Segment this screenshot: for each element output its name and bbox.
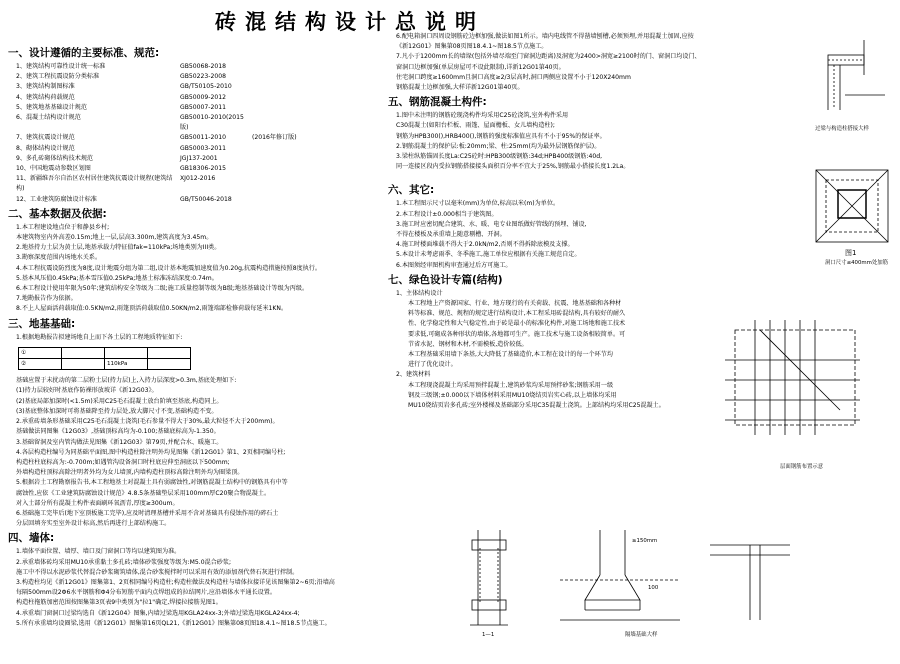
text-line: 2.本工程设计±0.000相当于建筑图。 xyxy=(396,210,498,218)
text-line: 性、化学稳定性和大气稳定性,由于砖是最小的标准化构件,对施工场地和施工技术 xyxy=(408,320,626,328)
text-line: 6.配电箱洞口四周设钢筋砼边框加强,做法如图1所示。墙内电线管不得凿墙刨槽,必须预埋,并用混凝土加固,应按 xyxy=(396,33,694,40)
text-line: 8.不上人屋面活荷载取值:0.5KN/m2,雨篷顶活荷载取值0.50KN/m2,雨篷端部检修荷载每延米1KN。 xyxy=(16,305,288,313)
text-line: 4.承重墙门窗洞口过梁均选自《新12G04》图集,内墙过梁选用KGLA24xx-3;外墙过梁选用KGLA24xx-4; xyxy=(16,609,300,617)
standards-list xyxy=(8,62,388,205)
standard-name: 9、多孔砖砌体结构技术规范 xyxy=(16,154,94,162)
caption-lintel: 过梁与构造柱搭接大样 xyxy=(815,126,869,132)
standard-year: (2016年修订版) xyxy=(252,134,297,142)
text-line: 1.本工程图示尺寸以毫米(mm)为单位,标高以米(m)为单位。 xyxy=(396,200,560,208)
text-line: 6.本工程设计使用年限为50年;建筑结构安全等级为二级;施工质量控制等级为B级;地基基础设计等级为丙级。 xyxy=(16,285,309,293)
standard-name: 4、建筑结构荷载规范 xyxy=(16,93,75,101)
caption-section-1-1: 1—1 xyxy=(482,632,495,638)
section7-sub1: 1、主体结构设计 xyxy=(396,289,443,297)
standard-name: 6、混凝土结构设计规范 xyxy=(16,114,81,122)
text-line: 6.本图须经审图机构审查通过后方可施工。 xyxy=(396,261,512,269)
standard-code: GB50007-2011 xyxy=(180,103,226,111)
figure1-drawing xyxy=(816,170,888,242)
standard-year xyxy=(252,174,362,194)
standard-year xyxy=(252,195,362,205)
foundation-detail-drawing xyxy=(560,530,680,620)
section-1-1-drawing xyxy=(470,530,508,625)
section7-body1 xyxy=(388,299,818,370)
text-line: 5.本设计未考虑雨季、冬季施工,施工单位应根据有关施工规范自定。 xyxy=(396,251,581,259)
standard-code: GB18306-2015 xyxy=(180,165,226,173)
text-line: 料等标准、规范、规程的规定进行结构设计,本工程采用砖混结构,具有较好的耐久 xyxy=(408,310,626,318)
text-line: 基础做法同图集《12G03》,基础顶标高均为-0.100;基础底标高为-1.350。 xyxy=(16,428,220,436)
text-line: 每隔500mm设2Φ6水平钢筋和Φ4分布短筋平面内点焊组成的拉结网片,应沿墙体水平通长设置。 xyxy=(16,589,276,597)
section4-body xyxy=(8,547,388,629)
standard-year xyxy=(252,93,362,103)
standard-code: GB50010-2010(2015版) xyxy=(180,114,244,132)
text-line: C30混凝土(如阳台栏板、雨篷、屋面檐板、女儿墙构造柱); xyxy=(396,122,555,130)
text-line: 3.勘察深度范围内场地水关系。 xyxy=(16,254,102,262)
lintel-detail-drawing xyxy=(828,40,885,110)
text-line: 本工程地上产资源国家、行业、地方现行的有关荷载、抗震、地基基础和各种材 xyxy=(408,300,622,308)
middle-column xyxy=(388,32,818,411)
text-line: 5.根据岩土工程勘察报告书,本工程地基土对混凝土具有弱腐蚀性,对钢筋混凝土结构中的钢筋具有中等 xyxy=(16,479,288,487)
standard-row xyxy=(8,195,388,205)
standard-year xyxy=(252,144,362,154)
text-line: 分层回填夯实至室外设计标高,然后再进行上部结构施工。 xyxy=(16,520,171,528)
section3-body xyxy=(8,376,388,529)
section7-body2 xyxy=(388,381,818,412)
standard-name: 7、建筑抗震设计规范 xyxy=(16,134,75,142)
text-line: 3.基础留洞及室内管沟做法见图集《新12G03》第79页,并配合水、暖施工。 xyxy=(16,438,223,446)
text-line: 钢筋混凝土边框加强,大样详新12G01第40页。 xyxy=(396,84,524,92)
standard-row xyxy=(8,133,388,143)
text-line: 3.施工时应密切配合建筑、水、暖、电专业图纸做好管线的预埋、铺设, xyxy=(396,220,587,228)
section2-heading: 二、基本数据及依据: xyxy=(8,207,107,220)
standard-year xyxy=(252,164,362,174)
section7-sub2: 2、建筑材料 xyxy=(396,371,431,379)
page-title: 砖混结构设计总说明 xyxy=(215,9,485,34)
standard-row xyxy=(8,174,388,194)
standard-row xyxy=(8,72,388,82)
standard-year xyxy=(252,62,362,72)
standard-code: JGJ137-2001 xyxy=(180,154,218,162)
text-line: 腐蚀性,应依《工业建筑防腐蚀设计规范》4.8.5条基础垫层采用100mm厚C20聚合物混凝土。 xyxy=(16,489,271,497)
standard-year xyxy=(252,82,362,92)
left-column xyxy=(8,44,388,629)
text-line: 进行了优化设计。 xyxy=(408,361,457,369)
standard-name: 12、工业建筑防腐蚀设计标准 xyxy=(16,195,97,203)
standard-row xyxy=(8,144,388,154)
text-line: 钢筋为HPB300(),HRB400(),钢筋的强度标准值应具有不小于95%的保证率。 xyxy=(396,132,606,140)
standard-year xyxy=(252,103,362,113)
text-line: 1.墙体平面位置、墙厚、墙口及门窗洞口等均以建筑图为准。 xyxy=(16,548,181,556)
standard-row xyxy=(8,113,388,133)
text-line: 要求低,可砌成各种形状的墙体,各地都可生产。施工技术与施工设备相较简单。可 xyxy=(408,330,626,338)
standard-row xyxy=(8,103,388,113)
text-line: 1.图中未注明的钢筋砼现浇构件均采用C25砼浇筑,室外构件采用 xyxy=(396,112,569,120)
text-line: 6.基础施工完毕后(地下室顶板施工完毕),应及时清理基槽并采用不含对基础具有侵蚀作用的碎石土 xyxy=(16,509,279,517)
standard-row xyxy=(8,62,388,72)
standard-name: 8、砌体结构设计规范 xyxy=(16,144,75,152)
standard-code: GB50068-2018 xyxy=(180,63,226,70)
text-line: 2.承重墙体砖均采用MU10承重黏土多孔砖;墙体砂浆强度等级为:M5.0混合砂浆; xyxy=(16,558,232,566)
text-line: 施工中不得以水泥砂浆代替混合砂浆砌筑墙体,混合砂浆搅拌时可以采用有效的添加剂代替石灰进行拌制。 xyxy=(16,568,299,576)
soil-cell: 110kPa xyxy=(105,359,148,370)
text-line: MU10烧结页岩多孔砖;室外楼梯及基础部分采用C35混凝土浇筑。上部结构均采用C25混凝土。 xyxy=(408,402,665,410)
text-line: 窗洞口边框加强(单层房屋可不设此限制),详新12G01第40页。 xyxy=(396,63,565,71)
standard-year xyxy=(252,154,362,164)
text-line: (1)持力层较好时基底作防裸形放坡详《新12G03》。 xyxy=(16,387,158,395)
slab-detail-drawing xyxy=(710,545,790,620)
standard-code: GB50009-2012 xyxy=(180,93,226,101)
standard-year xyxy=(252,72,362,82)
text-line: 3.构造柱均见《新12G01》图集第1、2页相同编号构造柱;构造柱做法及构造柱与墙体拉接详见该图集第2~6页;沿墙高 xyxy=(16,578,335,586)
text-line: 对入土部分所有混凝土构件表面刷环氧沥青,厚度≥300um。 xyxy=(16,499,179,507)
standard-name: 3、建筑结构制图标准 xyxy=(16,83,75,91)
soil-cell xyxy=(105,347,148,358)
standard-code: GB50003-2011 xyxy=(180,144,226,152)
text-line: 5.基本风压值0.45kPa;基本雪压值0.25kPa;地基土标准冻结深度:0.74m。 xyxy=(16,274,218,282)
section3-heading: 三、地基基础: xyxy=(8,317,76,330)
text-line: (3)基底整体加深时可将基础降至持力层处,放大脚尺寸不变,基础构造不变。 xyxy=(16,407,218,415)
section4-heading: 四、墙体: xyxy=(8,532,55,545)
standard-code: GB50011-2010 xyxy=(180,134,226,142)
soil-cell xyxy=(148,359,191,370)
soil-cell: ① xyxy=(19,347,62,358)
standard-row xyxy=(8,164,388,174)
standard-code: GB/T50046-2018 xyxy=(180,195,232,203)
caption-rebar: 层面钢筋布置示意 xyxy=(780,464,824,470)
text-line: 钢及三级钢;±0.000以下墙体材料采用MU10烧结页岩实心砖,以上墙体均采用 xyxy=(408,391,617,399)
section6-heading: 六、其它: xyxy=(388,184,435,197)
standard-code: GB50223-2008 xyxy=(180,73,226,81)
text-line: 本建筑物室内外高差0.15m;地上一层,层高3.300m,建筑高度为3.45m。 xyxy=(16,234,213,242)
text-line: 外墙构造柱顶标高除注明者外均为女儿墙顶,内墙构造柱顶标高除注明外均为圈梁顶。 xyxy=(16,469,244,477)
standard-name: 1、建筑结构可靠性设计统一标准 xyxy=(16,63,106,70)
text-line: 本工程基础采用墙下条基,大大降低了基础造价,本工程在设计的每一个环节均 xyxy=(408,351,613,359)
section2-body xyxy=(8,223,388,315)
soil-cell xyxy=(148,347,191,358)
standard-name: 5、建筑地基基础设计规范 xyxy=(16,103,87,111)
standard-code: GB/T50105-2010 xyxy=(180,83,232,91)
section6-body xyxy=(388,199,696,270)
text-line: 不得在楼板及承重墙上随意剔槽、开洞。 xyxy=(396,231,506,239)
standard-name: 10、中国地震动参数区划图 xyxy=(16,165,91,173)
text-line: (2)基底局部加深时(<1.5m)采用C25毛石混凝土放台阶填至基底,构造同上。 xyxy=(16,397,223,405)
continued-body xyxy=(388,32,818,93)
section1-heading: 一、设计遵循的主要标准、规范: xyxy=(8,47,160,59)
soil-cell xyxy=(62,359,105,370)
text-line: 4.施工时楼面堆载不得大于2.0kN/m2,否则不得拆除底模及支撑。 xyxy=(396,241,574,249)
standard-row xyxy=(8,93,388,103)
section5-body xyxy=(388,111,818,172)
text-line: 同一连接区段内受拉钢筋搭接接头面积百分率不宜大于25%,钢筋最小搭接长度1.2La。 xyxy=(396,163,630,171)
caption-foundation: 隔墙基础大样 xyxy=(625,632,658,638)
standard-year xyxy=(252,113,362,133)
text-line: 1.本工程建设地点位于和静县乡村; xyxy=(16,223,110,231)
text-line: 构造柱拖筋加密范围按图集第3页表9中类别为"拉1"确定,焊接拉接筋见图1。 xyxy=(16,599,222,607)
text-line: 构造柱柱底标高为:-0.700m;如遇管沟设备洞口时柱底应伸至洞底以下500mm; xyxy=(16,458,230,466)
dim-150: ≥150mm xyxy=(632,538,658,544)
section5-heading: 五、钢筋混凝土构件: xyxy=(388,96,487,109)
text-line: 7.凡小于1200mm长的墙垛(包括外墙尽端至门窗洞边距离)及洞宽为2400>洞宽≥2100时的门、窗洞口均设门、 xyxy=(396,53,701,61)
standard-row xyxy=(8,82,388,92)
soil-cell xyxy=(62,347,105,358)
caption-fig1: 图1 xyxy=(845,249,857,257)
standard-name: 11、新疆维吾尔自治区农村居住建筑抗震设计规程(建筑结构) xyxy=(16,175,173,193)
text-line: 住宅洞口跨度≥1600mm且洞口高度≥2/3层高时,洞口两侧应设置不小于120X240mm xyxy=(396,73,631,81)
text-line: 《新12G01》图集第08页图18.4.1~图18.5节点施工。 xyxy=(396,43,548,51)
text-line: 4.各层构造柱编号为同基础平面图,图中构造柱除注明外均见图集《新12G01》第1、2页相同编号柱; xyxy=(16,448,286,456)
section7-heading: 七、绿色设计专篇(结构) xyxy=(388,273,503,286)
standard-code: XJ012-2016 xyxy=(180,175,216,183)
text-line: 本工程现浇混凝土均采用预拌混凝土,建筑砂浆均采用预拌砂浆;钢筋采用一级 xyxy=(408,381,614,389)
text-line: 2.地基持力土层为黄土层,地基承载力特征值fak=110kPa;场地类别为III类。 xyxy=(16,244,221,252)
text-line: 基础应置于未扰动的第二层粉土层(持力层)上,入持力层深度>0.3m,基底处理如下: xyxy=(16,377,237,385)
text-line: 节省水泥、钢材和木材,不需模板,造价较低。 xyxy=(408,340,528,348)
text-line: 7.地勘报告作为依据。 xyxy=(16,295,77,303)
text-line: 2.承重砖墙条形基础采用C25毛石混凝土浇筑(毛石参量不得大于30%,最大粒径不大于200mm)。 xyxy=(16,418,279,426)
section3-intro: 1.根据地勘报告拟建场地自上而下各土层的工程地质特征如下: xyxy=(16,333,183,341)
soil-table xyxy=(18,347,191,370)
standard-row xyxy=(8,154,388,164)
text-line: 3.梁柱纵筋锚固长度La:C25砼时:HPB300级钢筋:34d;HPB400级钢筋:40d, xyxy=(396,153,603,161)
text-line: 4.本工程抗震设防烈度为8度,设计地震分组为第二组,设计基本地震加速度值为0.20g,抗震构造措施按照8度执行。 xyxy=(16,264,321,272)
dim-100: 100 xyxy=(648,585,659,591)
caption-fig1-sub: 洞口尺寸≤400mm处加筋 xyxy=(825,260,889,266)
soil-cell: ② xyxy=(19,359,62,370)
standard-name: 2、建筑工程抗震设防分类标准 xyxy=(16,73,100,81)
text-line: 2.钢筋混凝土的保护层:板:20mm;梁、柱:25mm(均为最外层钢筋保护层)。 xyxy=(396,142,601,150)
text-line: 5.所有承重墙均设圈梁,选用《新12G01》图集第16页QL21,《新12G01》图集第08页图18.4.1~图18.5节点施工。 xyxy=(16,619,331,627)
